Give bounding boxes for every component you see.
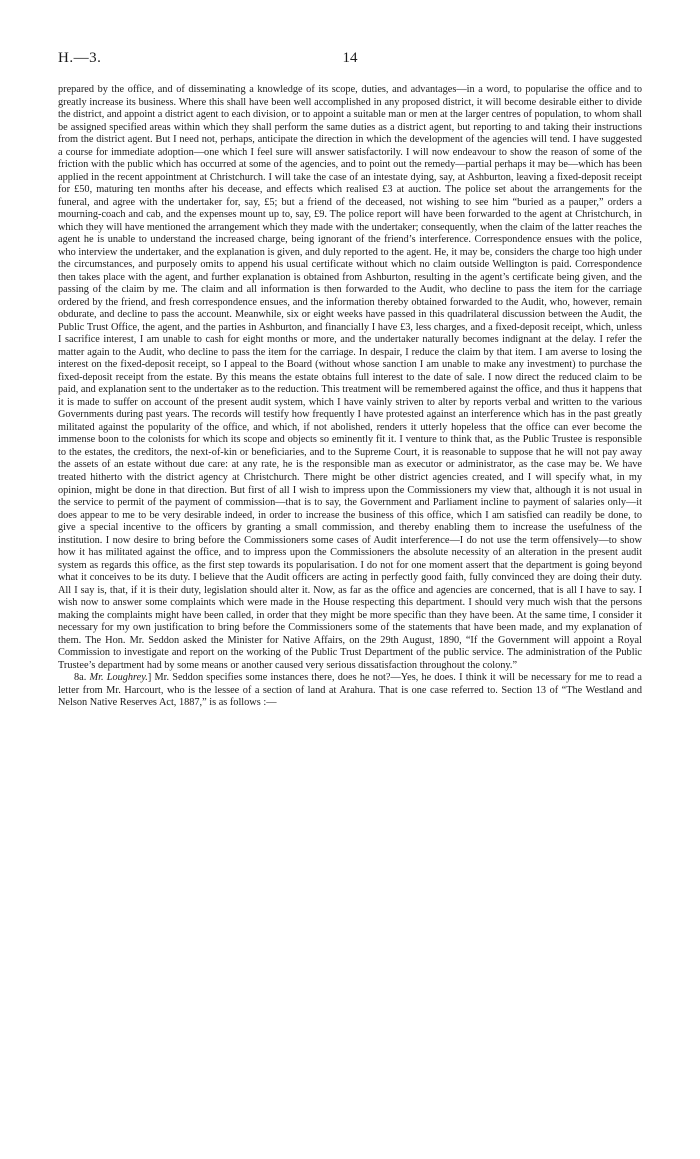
paragraph-main: prepared by the office, and of disseminating a knowledge of its scope, duties, and advantages—in a word, to popularise the office and to greatly increase its business. Where this shall have been well accomplished in any proposed district, it will become desirable either to divide the district, and appoint a district agent to each division, or to appoint a suitable man or men at the larger centres of population, to whom shall be assigned specified areas within which they shall perform the same duties as a district agent, but reporting to and taking their instructions from the district agent. But I need not, perhaps, anticipate the direction in which the development of the agencies will tend. I have suggested a course for immediate adoption—one which I feel sure will answer satisfactorily. I will now endeavour to show the reason of some of the friction with the public which has occurred at some of the agencies, and to point out the remedy—partial perhaps it may be—which has been applied in the recent appointment at Christchurch. I will take the case of an intestate dying, say, at Ashburton, leaving a fixed-deposit receipt for £50, maturing ten months after his decease, and effects which realised £3 at auction. The police set about the arrangements for the funeral, and agree with the undertaker for, say, £5; but a friend of the deceased, not wishing to see him “buried as a pauper,” orders a mourning-coach and cab, and the expenses mount up to, say, £9. The police report will have been forwarded to the agent at Christchurch, in which they will have mentioned the arrangement which they made with the undertaker; consequently, when the claim of the latter reaches the agent he is unable to understand the increased charge, being ignorant of the friend’s interference. Correspondence ensues with the police, who interview the undertaker, and the explanation is given, and duly reported to the agent. He, it may be, considers the charge too high under the circumstances, and purposely omits to append his usual certificate without which no claim outside Wellington is paid. Correspondence then takes place with the agent, and further explanation is obtained from Ashburton, resulting in the agent’s certificate being given, and the passing of the claim by me. The claim and all information is then forwarded to the Audit, who decline to pass the item for the carriage ordered by the friend, and fresh correspondence ensues, and the information thereby obtained forwarded to the Audit, who, however, remain obdurate, and decline to pass the account. Meanwhile, six or eight weeks have passed in this quadrilateral discussion between the Audit, the Public Trust Office, the agent, and the parties in Ashburton, and financially I have £3, less charges, and a fixed-deposit receipt, which, unless I sacrifice interest, I am unable to cash for eight months or more, and the undertaker naturally becomes indignant at the delay. I refer the matter again to the Audit, who decline to pass the item for the carriage. In despair, I reduce the claim by that item. I am averse to losing the interest on the fixed-deposit receipt, so I appeal to the Board (without whose sanction I am unable to make any investment) to purchase the fixed-deposit receipt from the estate. By this means the estate obtains full interest to the date of sale. I now direct the reduced claim to be paid, and explanation sent to the undertaker as to the reduction. This treatment will be remembered against the office, and thus it happens that it is made to suffer on account of the present audit system, which I have vainly striven to alter by reports verbal and written to the various Governments during past years. The records will testify how frequently I have protested against an interference which has in the past greatly militated against the popularity of the office, and which, if not abolished, renders it utterly hopeless that the office can ever become the immense boon to the colonists for which its scope and objects so eminently fit it. I venture to think that, as the Public Trustee is responsible to the estates, the creditors, the next-of-kin or beneficiaries, and to the Supreme Court, it is reasonable to suppose that he will not pay away the assets of an estate without due care: at any rate, he is the responsible man as executor or administrator, as the case may be. We have treated hitherto with the district agency at Christchurch. There might be other district agencies created, and I will specify what, in my opinion, might be done in that direction. But first of all I wish to impress upon the Commissioners my view that, although it is not usual in the service to permit of the payment of commission—that is to say, the Government and Parliament incline to payment of salaries only—it does appear to me to be very desirable indeed, in order to increase the business of this office, which I am satisfied can readily be done, to give a special incentive to the officers by granting a small commission, and thereby enabling them to increase the usefulness of the institution. I now desire to bring before the Commissioners some cases of Audit interference—I do not use the term offensively—to show how it has militated against the office, and to impress upon the Commissioners the absolute necessity of an alteration in the present audit system as regards this office, as the first step towards its popularisation. I do not for one moment assert that the department is going beyond what it conceives to be its duty. I believe that the Audit officers are acting in perfectly good faith, fully convinced they are doing their duty. All I say is, that, if it is their duty, legislation should alter it. Now, as far as the office and agencies are concerned, that is all I have to say. I wish now to answer some complaints which were made in the House respecting this department. I should very much wish that the persons making the complaints might have been called, in order that they might be more specific than they have been. At the same time, I consider it necessary for my own justification to bring before the Commissioners some of the statements that have been made, and my explanation of them. The Hon. Mr. Seddon asked the Minister for Native Affairs, on the 29th August, 1890, “If the Government will appoint a Royal Commission to investigate and report on the working of the Public Trust Department of the public service. The administration of the Public Trustee’s department had by some means or another caused very serious dissatisfaction throughout the colony.” [58,84,643,671]
page-number: 14 [342,50,358,66]
question-speaker: Mr. Loughrey. [89,672,148,684]
question-text: ] Mr. Seddon specifies some instances there, does he not?—Yes, he does. I think it will be necessary for me to read a letter from Mr. Harcourt, who is the lessee of a section of land at Arahura. That is one case referred to. Section 13 of “The Westland and Nelson Native Reserves Act, 1887,” is as follows :— [58,672,643,709]
question-number: 8a. [74,672,87,684]
report-reference: H.—3. [58,50,102,66]
question-paragraph [58,672,642,710]
body-text [58,84,642,710]
